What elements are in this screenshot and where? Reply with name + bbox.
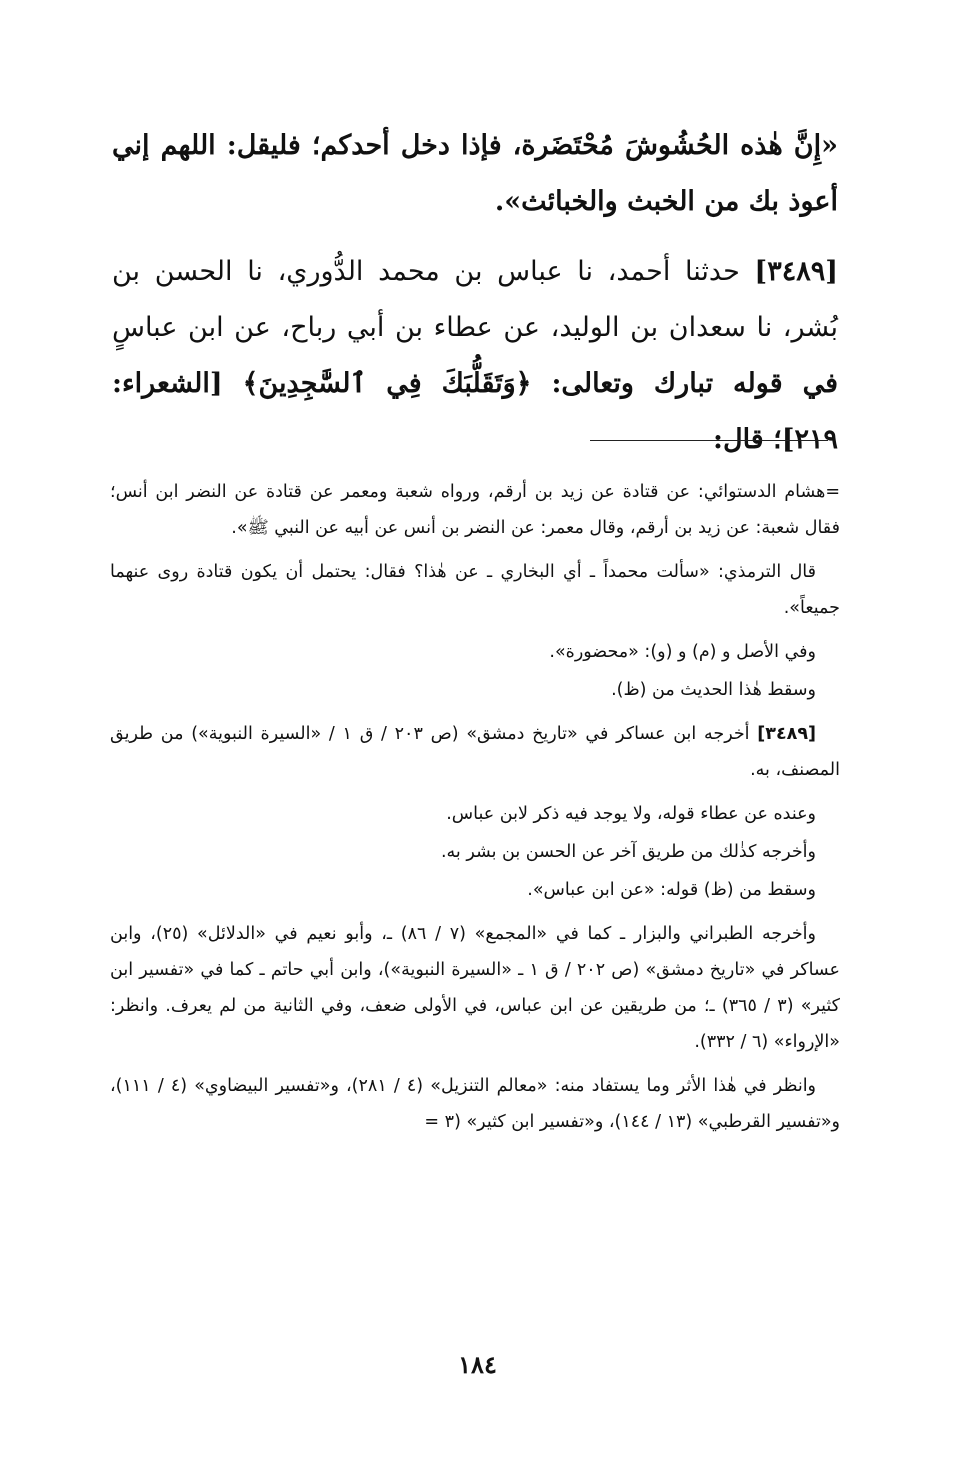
footnote-tabarani: وأخرجه الطبراني والبزار ـ كما في «المجمع» (٧ / ٨٦) ـ، وأبو نعيم في «الدلائل» (٢٥)، وابن عساكر في «تاريخ دمشق» (ص ٢٠٢ / ق ١ ـ «السيرة النبوية»)، وابن أبي حاتم ـ كما في «تفسير ابن كثير» (٣ / ٣٦٥) ـ؛ من طريقين عن ابن عباس، في الأولى ضعف، وفي الثانية من لم يعرف. وانظر: «الإرواء» (٦ / ٣٣٢). [110,924,840,1052]
hadith-continuation-text: «إِنَّ هٰذه الحُشُوشَ مُحْتَضَرة، فإذا دخل أحدكم؛ فليقل: اللهم إني أعوذ بك من الخبث والخبائث». [112,130,838,217]
hadith-text: حدثنا أحمد، نا عباس بن محمد الدُّوري، نا الحسن بن بُشر، نا سعدان بن الوليد، عن عطاء بن أبي رباح، عن ابن عباسٍ [112,256,838,343]
footnote-number: [٣٤٨٩] [757,724,817,744]
footnote-ata: وعنده عن عطاء قوله، ولا يوجد فيه ذكر لابن عباس. [446,804,816,824]
footnote-omission-2: وسقط من (ظ) قوله: «عن ابن عباس». [527,880,816,900]
footnote-further-reading: وانظر في هٰذا الأثر وما يستفاد منه: «معالم التنزيل» (٤ / ٢٨١)، و«تفسير البيضاوي» (٤ / ١١١)، و«تفسير القرطبي» (١٣ / ١٤٤)، و«تفسير ابن كثير» (٣ = [110,1076,840,1132]
footnote-continuation: =هشام الدستوائي: عن قتادة عن زيد بن أرقم، ورواه شعبة ومعمر عن قتادة عن النضر ابن أنس؛ فقال شعبة: عن زيد بن أرقم، وقال معمر: عن النضر بن أنس عن أبيه عن النبي ﷺ». [110,482,840,538]
footnote-tirmidhi: قال الترمذي: «سألت محمداً ـ أي البخاري ـ عن هٰذا؟ فقال: يحتمل أن يكون قتادة روى عنهما جميعاً». [110,562,840,618]
footnote-other-route: وأخرجه كذٰلك من طريق آخر عن الحسن بن بشر به. [440,842,816,862]
footnote-omission: وسقط هٰذا الحديث من (ظ). [611,680,816,700]
footnotes-section [110,474,840,1148]
footnote-3489 [110,716,840,788]
footnote-divider [590,440,828,441]
footnote-3489-text: أخرجه ابن عساكر في «تاريخ دمشق» (ص ٢٠٣ / ق ١ / «السيرة النبوية») من طريق المصنف، به. [110,724,840,780]
footnote-variant: وفي الأصل و (م) و (و): «محضورة». [549,642,816,662]
hadith-paragraph [112,244,838,468]
hadith-continuation [112,118,838,230]
hadith-number: [٣٤٨٩] [754,256,838,287]
hadith-quran-quote: في قوله تبارك وتعالى: ﴿وَتَقَلُّبَكَ فِي ٱلسَّٰجِدِينَ﴾ [الشعراء: ٢١٩]؛ قال: [112,368,838,455]
page-number: ١٨٤ [458,1350,497,1379]
